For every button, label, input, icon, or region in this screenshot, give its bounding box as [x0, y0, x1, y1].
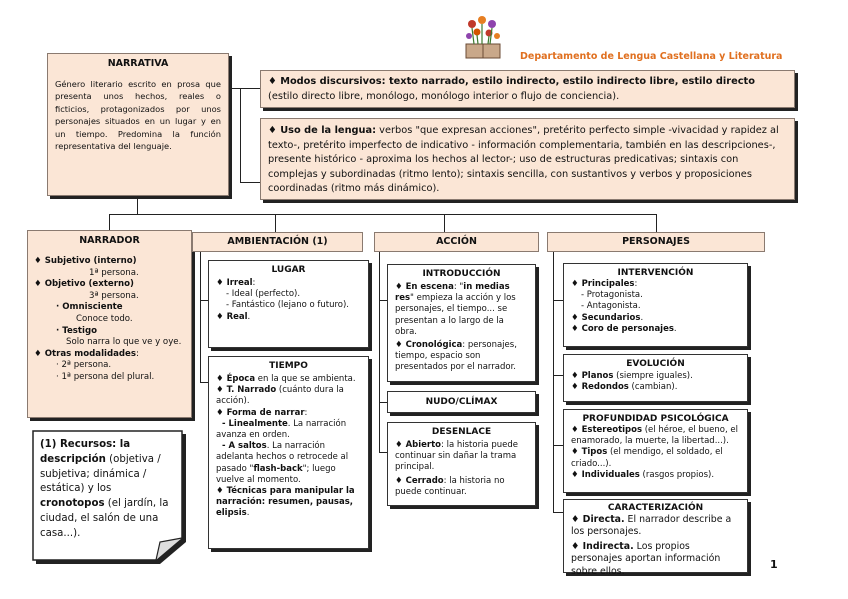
- subjetivo-person: 1ª persona.: [89, 267, 139, 278]
- department-logo: [462, 14, 504, 62]
- saltos-end: "; luego vuelve al momento.: [216, 463, 336, 485]
- connector-intervencion: [553, 300, 563, 301]
- tiempo-box: [208, 356, 369, 549]
- directa-desc: El narrador describe a los personajes.: [571, 514, 732, 538]
- connector-profundidad: [553, 445, 563, 446]
- epoca-label: ♦ Época: [216, 374, 256, 384]
- recursos-descripcion: descripción: [40, 453, 106, 465]
- medias-res-label: in medias res: [395, 282, 510, 304]
- modos-text: (estilo directo libre, monólogo, monólogo interior o flujo de conciencia).: [268, 90, 620, 102]
- indirecta-desc: Los propios personajes aportan información sobre ellos.: [571, 540, 721, 577]
- connector-vertical-right: [240, 88, 241, 182]
- secundarios-dot: .: [640, 312, 644, 323]
- nudo-box: [387, 391, 536, 413]
- real-dot: .: [247, 311, 251, 322]
- secundarios-label: ♦ Secundarios: [571, 312, 641, 323]
- introduccion-title: INTRODUCCIÓN: [422, 269, 501, 279]
- otras-label: ♦ Otras modalidades: [34, 348, 137, 359]
- connector-nudo: [379, 402, 387, 403]
- lugar-ideal: - Ideal (perfecto).: [226, 289, 301, 300]
- epoca-desc: en la que se ambienta.: [255, 374, 356, 384]
- caracterizacion-box: [563, 499, 748, 577]
- intervencion-box: [563, 263, 748, 347]
- narrado-desc: (cuánto dura la acción).: [216, 385, 344, 407]
- ambientacion-header: AMBIENTACIÓN (1): [192, 232, 363, 252]
- uso-label: ♦ Uso de la lengua:: [268, 125, 377, 136]
- abierto-desc: : la historia puede continuar sin dañar la trama principal.: [395, 440, 518, 473]
- modos-label: ♦ Modos discursivos: texto narrado, estilo indirecto, estilo indirecto libre, estilo directo: [268, 76, 755, 87]
- connector-tiempo: [200, 382, 208, 383]
- connector-narrativa-down: [137, 196, 138, 214]
- testigo-desc: Solo narra lo que ve y oye.: [66, 337, 182, 348]
- narrativa-definition: Género literario escrito en prosa que presenta unos hechos, reales o ficticios, protagonizados por unos personajes situados en un lugar y en un tiempo. Predomina la función representativa del lenguaje.: [55, 79, 221, 152]
- connector-uso: [240, 182, 260, 183]
- escena-mid: : ": [453, 282, 464, 292]
- irreal-colon: :: [252, 278, 256, 288]
- irreal-label: ♦ Irreal: [216, 278, 253, 288]
- connector-personajes: [656, 214, 657, 232]
- connector-acc-spine: [379, 252, 380, 452]
- modos-box: [260, 70, 795, 108]
- narrativa-title: NARRATIVA: [107, 58, 169, 69]
- objetivo-label: ♦ Objetivo (externo): [34, 279, 134, 290]
- evolucion-box: [563, 354, 748, 402]
- recursos-desc-types: (objetiva / subjetiva; dinámica / estática) y los: [40, 453, 161, 495]
- personajes-header: PERSONAJES: [547, 232, 765, 252]
- forma-colon: :: [304, 407, 308, 418]
- redondos-desc: (cambian).: [628, 382, 678, 393]
- principales-colon: :: [634, 279, 638, 289]
- connector-accion: [444, 214, 445, 232]
- individuales-desc: (rasgos propios).: [639, 469, 715, 480]
- narrado-label: ♦ T. Narrado: [216, 385, 277, 396]
- connector-narrativa-modos: [228, 88, 260, 89]
- abierto-label: ♦ Abierto: [395, 440, 442, 450]
- uso-text: verbos "que expresan acciones", pretérito perfecto simple -vivacidad y rapidez al texto-, pretérito imperfecto de indicativo - información complementaria, también en las descripciones-, presente histórico - aproxima los hechos al lector-; uso de estructuras predicativas; sintaxis con complejas y subordinadas (ritmo lento); sintaxis sencilla, con sustantivos y verbos y proposiciones coordinadas (ritmo más dinámico).: [268, 125, 779, 195]
- recursos-note: [32, 430, 182, 560]
- lugar-box: [208, 260, 369, 348]
- escena-desc: " empieza la acción y los personajes, el tiempo... se presentan a lo largo de la obra.: [395, 293, 516, 337]
- otras-item-2: · 1ª persona del plural.: [56, 371, 155, 382]
- intervencion-title: INTERVENCIÓN: [617, 268, 694, 278]
- cerrado-desc: : la historia no puede continuar.: [395, 475, 505, 497]
- coro-dot: .: [673, 323, 677, 334]
- connector-desenlace: [379, 452, 387, 453]
- page-number: 1: [770, 558, 778, 571]
- lugar-title: LUGAR: [271, 265, 306, 275]
- forma-label: ♦ Forma de narrar: [216, 407, 305, 418]
- flashback-label: flash-back: [253, 463, 303, 474]
- accion-header: ACCIÓN: [374, 232, 539, 252]
- cronologica-label: ♦ Cronológica: [395, 340, 463, 351]
- desenlace-box: [387, 422, 536, 506]
- narrativa-box: [47, 53, 229, 196]
- saltos-label: - A saltos: [222, 441, 267, 452]
- nudo-title: NUDO/CLÍMAX: [425, 397, 498, 407]
- uso-box: [260, 118, 795, 200]
- narrador-box: [27, 230, 192, 418]
- tecnicas-label: ♦ Técnicas para manipular la narración: resumen, pausas, elipsis: [216, 486, 355, 519]
- cronologica-desc: : personajes, tiempo, espacio son presentados por el narrador.: [395, 340, 517, 373]
- desenlace-title: DESENLACE: [431, 427, 492, 437]
- lineal-label: - Linealmente: [222, 418, 288, 429]
- saltos-desc: . La narración adelanta hechos o retrocede al pasado ": [216, 441, 349, 474]
- planos-label: ♦ Planos: [571, 371, 614, 381]
- connector-caracterizacion: [553, 512, 563, 513]
- real-label: ♦ Real: [216, 311, 248, 322]
- testigo-label: · Testigo: [56, 325, 98, 336]
- connector-ambientacion: [275, 214, 276, 232]
- tipos-desc: (el mendigo, el soldado, el criado...).: [571, 447, 723, 469]
- recursos-label: (1) Recursos: la: [40, 439, 131, 450]
- otras-item-1: · 2ª persona.: [56, 360, 112, 371]
- tiempo-title: TIEMPO: [269, 361, 308, 371]
- connector-horizontal: [109, 214, 656, 215]
- connector-narrador: [109, 214, 110, 230]
- lineal-desc: . La narración avanza en orden.: [216, 418, 347, 441]
- recursos-cronotopos: cronotopos: [40, 498, 105, 510]
- indirecta-label: ♦ Indirecta.: [571, 540, 634, 552]
- tecnicas-dot: .: [246, 508, 250, 519]
- book-flowers-icon: [462, 14, 504, 62]
- cerrado-label: ♦ Cerrado: [395, 475, 444, 486]
- connector-evolucion: [553, 375, 563, 376]
- estereotipos-label: ♦ Estereotipos: [571, 425, 643, 435]
- caracterizacion-title: CARACTERIZACIÓN: [607, 503, 704, 513]
- department-title: Departamento de Lengua Castellana y Literatura: [520, 51, 783, 62]
- individuales-label: ♦ Individuales: [571, 469, 640, 480]
- planos-desc: (siempre iguales).: [613, 371, 693, 381]
- antagonista: - Antagonista.: [581, 301, 641, 312]
- connector-lugar: [200, 300, 208, 301]
- connector-pers-spine: [553, 252, 554, 512]
- escena-label: ♦ En escena: [395, 282, 454, 292]
- subjetivo-label: ♦ Subjetivo (interno): [34, 256, 137, 266]
- omnisciente-label: · Omnisciente: [56, 302, 123, 313]
- redondos-label: ♦ Redondos: [571, 382, 629, 393]
- directa-label: ♦ Directa.: [571, 514, 625, 525]
- narrador-title: NARRADOR: [79, 235, 140, 246]
- otras-colon: :: [136, 348, 139, 359]
- introduccion-box: [387, 264, 536, 382]
- profundidad-title: PROFUNDIDAD PSICOLÓGICA: [582, 414, 729, 424]
- estereotipos-desc: (el héroe, el bueno, el enamorado, la muerte, la libertad...).: [571, 425, 738, 447]
- omnisciente-desc: Conoce todo.: [76, 313, 133, 324]
- tipos-label: ♦ Tipos: [571, 447, 608, 458]
- connector-intro: [379, 300, 387, 301]
- profundidad-box: [563, 409, 748, 493]
- evolucion-title: EVOLUCIÓN: [626, 359, 685, 369]
- objetivo-person: 3ª persona.: [89, 290, 139, 301]
- recursos-examples: (el jardín, la ciudad, el salón de una casa...).: [40, 498, 169, 539]
- protagonista: - Protagonista.: [581, 290, 643, 301]
- principales-label: ♦ Principales: [571, 279, 635, 289]
- lugar-fantastico: - Fantástico (lejano o futuro).: [226, 300, 350, 311]
- coro-label: ♦ Coro de personajes: [571, 323, 674, 334]
- connector-amb-spine: [200, 252, 201, 382]
